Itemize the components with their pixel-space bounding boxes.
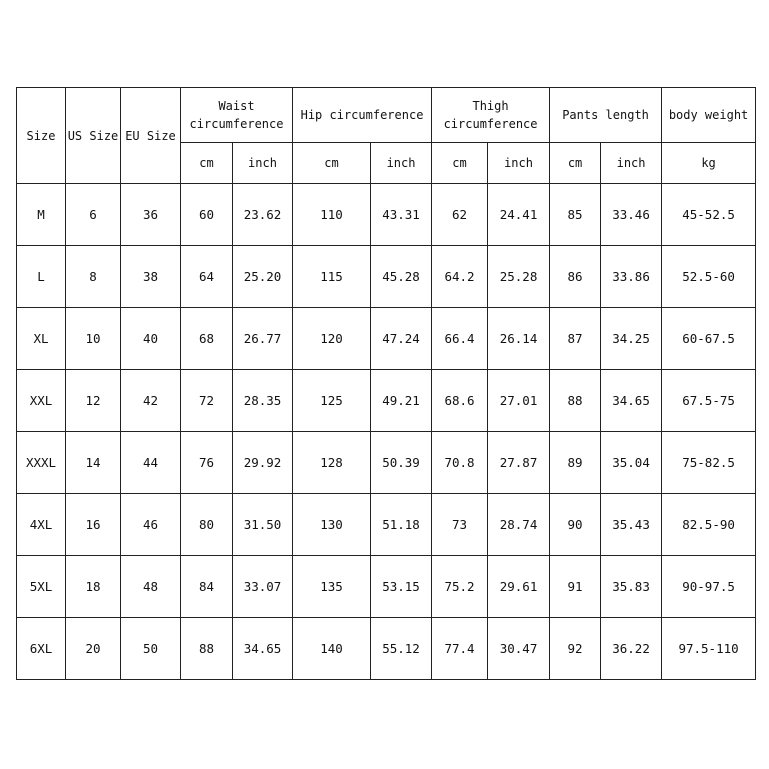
cell-us-size: 16 [66,494,121,556]
cell-us-size: 12 [66,370,121,432]
table-row [17,556,756,618]
cell-thigh-cm: 64.2 [432,246,488,308]
cell-body-weight: 52.5-60 [662,246,756,308]
cell-size: M [17,184,66,246]
cell-hip-inch: 55.12 [371,618,432,680]
cell-body-weight: 67.5-75 [662,370,756,432]
cell-thigh-inch: 26.14 [488,308,550,370]
cell-hip-cm: 130 [293,494,371,556]
header-thigh [432,88,550,143]
cell-thigh-inch: 27.87 [488,432,550,494]
cell-pants-cm: 89 [550,432,601,494]
cell-us-size: 18 [66,556,121,618]
cell-waist-inch: 28.35 [233,370,293,432]
unit-hip-inch: inch [371,143,432,184]
cell-thigh-cm: 75.2 [432,556,488,618]
cell-hip-inch: 53.15 [371,556,432,618]
cell-hip-inch: 49.21 [371,370,432,432]
table-row [17,432,756,494]
cell-eu-size: 36 [121,184,181,246]
cell-waist-cm: 76 [181,432,233,494]
cell-us-size: 14 [66,432,121,494]
cell-waist-inch: 31.50 [233,494,293,556]
cell-waist-inch: 26.77 [233,308,293,370]
cell-pants-inch: 35.83 [601,556,662,618]
cell-waist-inch: 29.92 [233,432,293,494]
table-row [17,618,756,680]
cell-size: 6XL [17,618,66,680]
cell-size: L [17,246,66,308]
cell-thigh-cm: 73 [432,494,488,556]
cell-eu-size: 42 [121,370,181,432]
cell-eu-size: 44 [121,432,181,494]
cell-thigh-cm: 66.4 [432,308,488,370]
cell-thigh-inch: 30.47 [488,618,550,680]
cell-thigh-inch: 24.41 [488,184,550,246]
cell-size: 4XL [17,494,66,556]
cell-pants-inch: 35.43 [601,494,662,556]
table-row [17,246,756,308]
cell-thigh-inch: 29.61 [488,556,550,618]
cell-eu-size: 40 [121,308,181,370]
cell-pants-cm: 88 [550,370,601,432]
cell-hip-inch: 47.24 [371,308,432,370]
cell-body-weight: 45-52.5 [662,184,756,246]
cell-waist-inch: 34.65 [233,618,293,680]
unit-weight-kg: kg [662,143,756,184]
cell-body-weight: 82.5-90 [662,494,756,556]
cell-us-size: 10 [66,308,121,370]
cell-thigh-inch: 28.74 [488,494,550,556]
unit-thigh-cm: cm [432,143,488,184]
cell-us-size: 8 [66,246,121,308]
cell-thigh-cm: 68.6 [432,370,488,432]
unit-pants-inch: inch [601,143,662,184]
cell-hip-inch: 51.18 [371,494,432,556]
cell-body-weight: 90-97.5 [662,556,756,618]
header-thigh-line2: circumference [443,117,538,131]
cell-body-weight: 75-82.5 [662,432,756,494]
cell-eu-size: 38 [121,246,181,308]
cell-size: XL [17,308,66,370]
cell-pants-cm: 90 [550,494,601,556]
unit-pants-cm: cm [550,143,601,184]
header-row [17,88,756,143]
cell-waist-cm: 72 [181,370,233,432]
cell-waist-inch: 23.62 [233,184,293,246]
cell-hip-cm: 135 [293,556,371,618]
size-chart-table [16,87,756,680]
cell-pants-cm: 85 [550,184,601,246]
unit-waist-cm: cm [181,143,233,184]
cell-pants-inch: 35.04 [601,432,662,494]
cell-us-size: 6 [66,184,121,246]
header-hip: Hip circumference [293,88,432,143]
cell-hip-inch: 50.39 [371,432,432,494]
cell-size: XXL [17,370,66,432]
cell-body-weight: 97.5-110 [662,618,756,680]
cell-waist-cm: 64 [181,246,233,308]
header-waist [181,88,293,143]
cell-hip-inch: 43.31 [371,184,432,246]
cell-size: XXXL [17,432,66,494]
cell-pants-inch: 33.86 [601,246,662,308]
cell-pants-inch: 33.46 [601,184,662,246]
header-body-weight: body weight [662,88,756,143]
cell-thigh-cm: 77.4 [432,618,488,680]
cell-hip-cm: 110 [293,184,371,246]
cell-hip-cm: 120 [293,308,371,370]
header-us-size: US Size [66,88,121,184]
cell-pants-cm: 87 [550,308,601,370]
table-row [17,494,756,556]
cell-waist-cm: 84 [181,556,233,618]
cell-pants-inch: 34.65 [601,370,662,432]
cell-hip-cm: 128 [293,432,371,494]
cell-pants-inch: 34.25 [601,308,662,370]
header-eu-size: EU Size [121,88,181,184]
header-thigh-line1: Thigh [472,99,509,113]
cell-waist-inch: 33.07 [233,556,293,618]
cell-waist-cm: 68 [181,308,233,370]
cell-eu-size: 50 [121,618,181,680]
cell-pants-cm: 86 [550,246,601,308]
cell-waist-cm: 88 [181,618,233,680]
cell-thigh-cm: 70.8 [432,432,488,494]
cell-pants-cm: 91 [550,556,601,618]
unit-waist-inch: inch [233,143,293,184]
unit-hip-cm: cm [293,143,371,184]
cell-thigh-inch: 27.01 [488,370,550,432]
cell-waist-cm: 60 [181,184,233,246]
cell-hip-inch: 45.28 [371,246,432,308]
cell-size: 5XL [17,556,66,618]
table-row [17,308,756,370]
header-waist-line2: circumference [189,117,284,131]
cell-thigh-cm: 62 [432,184,488,246]
cell-thigh-inch: 25.28 [488,246,550,308]
table-row [17,184,756,246]
header-waist-line1: Waist [218,99,255,113]
cell-pants-inch: 36.22 [601,618,662,680]
cell-eu-size: 48 [121,556,181,618]
cell-hip-cm: 115 [293,246,371,308]
cell-waist-inch: 25.20 [233,246,293,308]
header-size: Size [17,88,66,184]
header-pants-length: Pants length [550,88,662,143]
cell-waist-cm: 80 [181,494,233,556]
cell-pants-cm: 92 [550,618,601,680]
cell-us-size: 20 [66,618,121,680]
cell-hip-cm: 140 [293,618,371,680]
cell-eu-size: 46 [121,494,181,556]
table-row [17,370,756,432]
cell-body-weight: 60-67.5 [662,308,756,370]
unit-thigh-inch: inch [488,143,550,184]
cell-hip-cm: 125 [293,370,371,432]
